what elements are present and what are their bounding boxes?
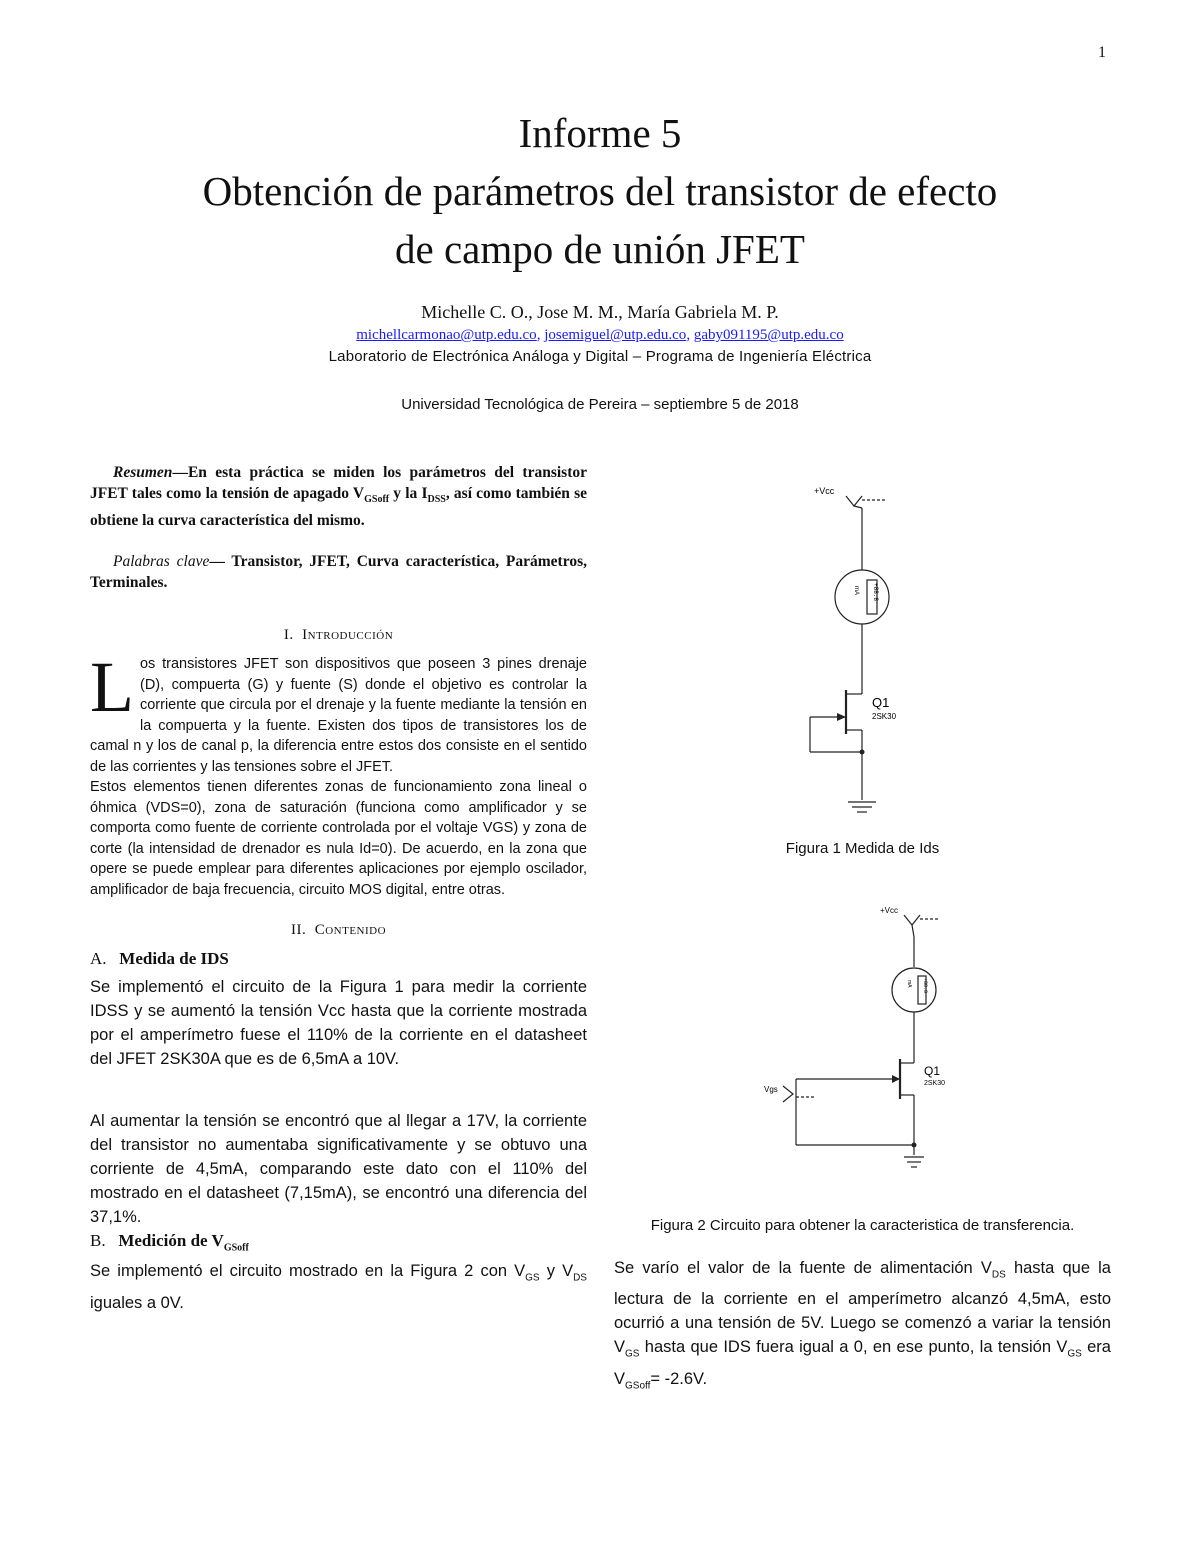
university-date: Universidad Tecnológica de Pereira – septiembre 5 de 2018 (401, 396, 799, 413)
gate-arrow-icon (837, 713, 846, 721)
rp-a: Se varío el valor de la fuente de alimentación V (614, 1259, 992, 1277)
email-link-3[interactable]: gaby091195@utp.edu.co (693, 327, 844, 343)
fig2-vgs-label: Vgs (764, 1085, 778, 1094)
vcc-terminal-arrow (904, 915, 920, 925)
fig1-part-label: 2SK30 (872, 712, 897, 721)
intro-paragraph-1 (90, 647, 587, 777)
vcc-wire-stub (854, 506, 862, 508)
section-number: I. (283, 627, 294, 644)
keywords-dash: — (209, 553, 232, 571)
emails (0, 324, 1200, 346)
abstract-dash: — (172, 464, 188, 481)
title-line-3: de campo de unión JFET (395, 226, 805, 272)
title-line-2: Obtención de parámetros del transistor de efecto (202, 168, 998, 214)
intro-paragraph-2: Estos elementos tienen diferentes zonas de funcionamiento zona lineal o óhmica (VDS=0), zona de saturación (funciona como amplificador y se comporta como fuente de corriente controlada por el voltaje VGS) y zona de corte (la intensidad de drenador es nula Id=0). De acuerdo, en la zona que opere se puede emplear para diferentes aplicaciones por ejemplo oscilador, amplificador de baja frecuencia, circuito MOS digital, entre otras. (90, 779, 587, 898)
pb1-b: y V (539, 1262, 574, 1281)
subsection-title (118, 1231, 249, 1254)
section-heading-1 (90, 627, 587, 644)
pb1-sub: GS (525, 1272, 540, 1284)
authors-block (0, 300, 1200, 368)
abstract (90, 462, 587, 531)
rp-sub: GSoff (625, 1379, 651, 1391)
fig2-vcc-label: +Vcc (880, 906, 899, 915)
title-line-1: Informe 5 (518, 110, 682, 156)
subsection-title: Medida de IDS (119, 949, 229, 969)
subsection-letter: A. (90, 949, 107, 969)
authors: Michelle C. O., Jose M. M., María Gabriela M. P. (421, 302, 779, 322)
section-heading-2 (90, 922, 587, 939)
abstract-text-a: En esta práctica se miden los parámetros del transistor JFET tales como la tensión de apagado V (90, 464, 587, 502)
figure-1-caption: Figura 1 Medida de Ids (785, 840, 940, 857)
right-column (614, 462, 1111, 1398)
fig2-meter-value: +88.8 (922, 978, 928, 994)
lab-affiliation: Laboratorio de Electrónica Análoga y Digital – Programa de Ingeniería Eléctrica (328, 348, 872, 365)
keywords (90, 551, 587, 593)
vcc-wire-stub (912, 925, 914, 937)
pb1-c: iguales a 0V. (90, 1293, 184, 1312)
fig2-part-label: 2SK30 (924, 1080, 946, 1087)
vgs-terminal-arrow (783, 1086, 793, 1102)
section-title: Contenido (314, 922, 387, 939)
pb1-sub: DS (573, 1272, 587, 1284)
abstract-sub: GSoff (364, 494, 390, 506)
paragraph-b1 (90, 1259, 587, 1314)
section-title: Introducción (302, 627, 394, 644)
intro-text-1: os transistores JFET son dispositivos que poseen 3 pines drenaje (D), compuerta (G) y fuente (S) donde el objetivo es controlar la corriente que circula por el drenaje y la fuente mediante la tensión en la compuerta y la fuente. Existen dos tipos de transistores los de camal n y los de canal p, la diferencia entre estos dos consiste en el sentido de las corrientes y las tensiones sobre el JFET. (90, 656, 587, 775)
subsection-title-sub: GSoff (223, 1242, 249, 1254)
vcc-terminal-arrow (846, 496, 862, 506)
rp-b: hasta que la lectura de la corriente en el amperímetro alcanzó 4,5mA, esto ocurrió a una tensión de 5V. Luego se comenzó a variar la tensión V (614, 1259, 1111, 1357)
figure-2-circuit (614, 887, 1111, 1217)
abstract-label: Resumen (113, 464, 173, 481)
title-block (0, 104, 1200, 278)
rp-sub: GS (1067, 1348, 1082, 1360)
abstract-sub: DSS (427, 494, 446, 506)
left-column (90, 462, 587, 1315)
figure-1-circuit (614, 462, 1111, 832)
dropcap: L (90, 647, 134, 728)
rp-sub: DS (991, 1269, 1006, 1281)
page-number: 1 (1098, 44, 1106, 61)
section-number: II. (290, 922, 307, 939)
fig1-meter-unit: mA (853, 586, 859, 595)
rp-sub: GS (625, 1348, 640, 1360)
subsection-title-text: Medición de V (118, 1231, 224, 1251)
paragraph-a1: Se implementó el circuito de la Figura 1 para medir la corriente IDSS y se aumentó la tensión Vcc hasta que la corriente mostrada por el amperímetro fuese el 110% de la corriente en el datasheet del JFET 2SK30A que es de 6,5mA a 10V. (90, 978, 587, 1069)
abstract-text-b: y la I (389, 485, 428, 502)
figure-2-caption: Figura 2 Circuito para obtener la caracteristica de transferencia. (650, 1217, 1075, 1234)
fig2-meter-unit: mA (906, 980, 912, 988)
fig1-vcc-label: +Vcc (814, 486, 835, 496)
junction-dot (860, 750, 865, 755)
email-link-1[interactable]: michellcarmonao@utp.edu.co (356, 327, 537, 343)
email-sep: , (536, 327, 545, 343)
rp-e: = -2.6V. (650, 1369, 708, 1388)
fig2-q-label: Q1 (924, 1064, 941, 1078)
right-paragraph (614, 1256, 1111, 1398)
fig1-meter-value: +88.8 (872, 583, 879, 602)
abstract-text-c: , así como también se obtiene la curva característica del mismo. (90, 485, 587, 530)
ammeter-circle (835, 570, 889, 624)
subsection-a (90, 949, 587, 969)
gate-arrow-icon (892, 1075, 900, 1083)
pb1-a: Se implementó el circuito mostrado en la Figura 2 con V (90, 1262, 526, 1281)
rp-c: hasta que IDS fuera igual a 0, en ese punto, la tensión V (639, 1338, 1068, 1357)
email-link-2[interactable]: josemiguel@utp.edu.co (544, 327, 687, 343)
subsection-letter: B. (90, 1231, 106, 1251)
keywords-label: Palabras clave (113, 553, 210, 571)
rp-d: era V (614, 1338, 1111, 1388)
junction-dot (912, 1143, 917, 1148)
subsection-b (90, 1231, 587, 1253)
paragraph-a2: Al aumentar la tensión se encontró que al llegar a 17V, la corriente del transistor no aumentaba significativamente y se obtuvo una corriente de 4,5mA, comparando este dato con el 110% del mostrado en el datasheet (7,15mA), se encontró una diferencia del 37,1%. (90, 1112, 587, 1227)
keywords-text: Transistor, JFET, Curva característica, Parámetros, Terminales. (90, 553, 587, 592)
ammeter-circle (892, 968, 936, 1012)
email-sep: , (686, 327, 694, 343)
fig1-q-label: Q1 (872, 695, 890, 710)
